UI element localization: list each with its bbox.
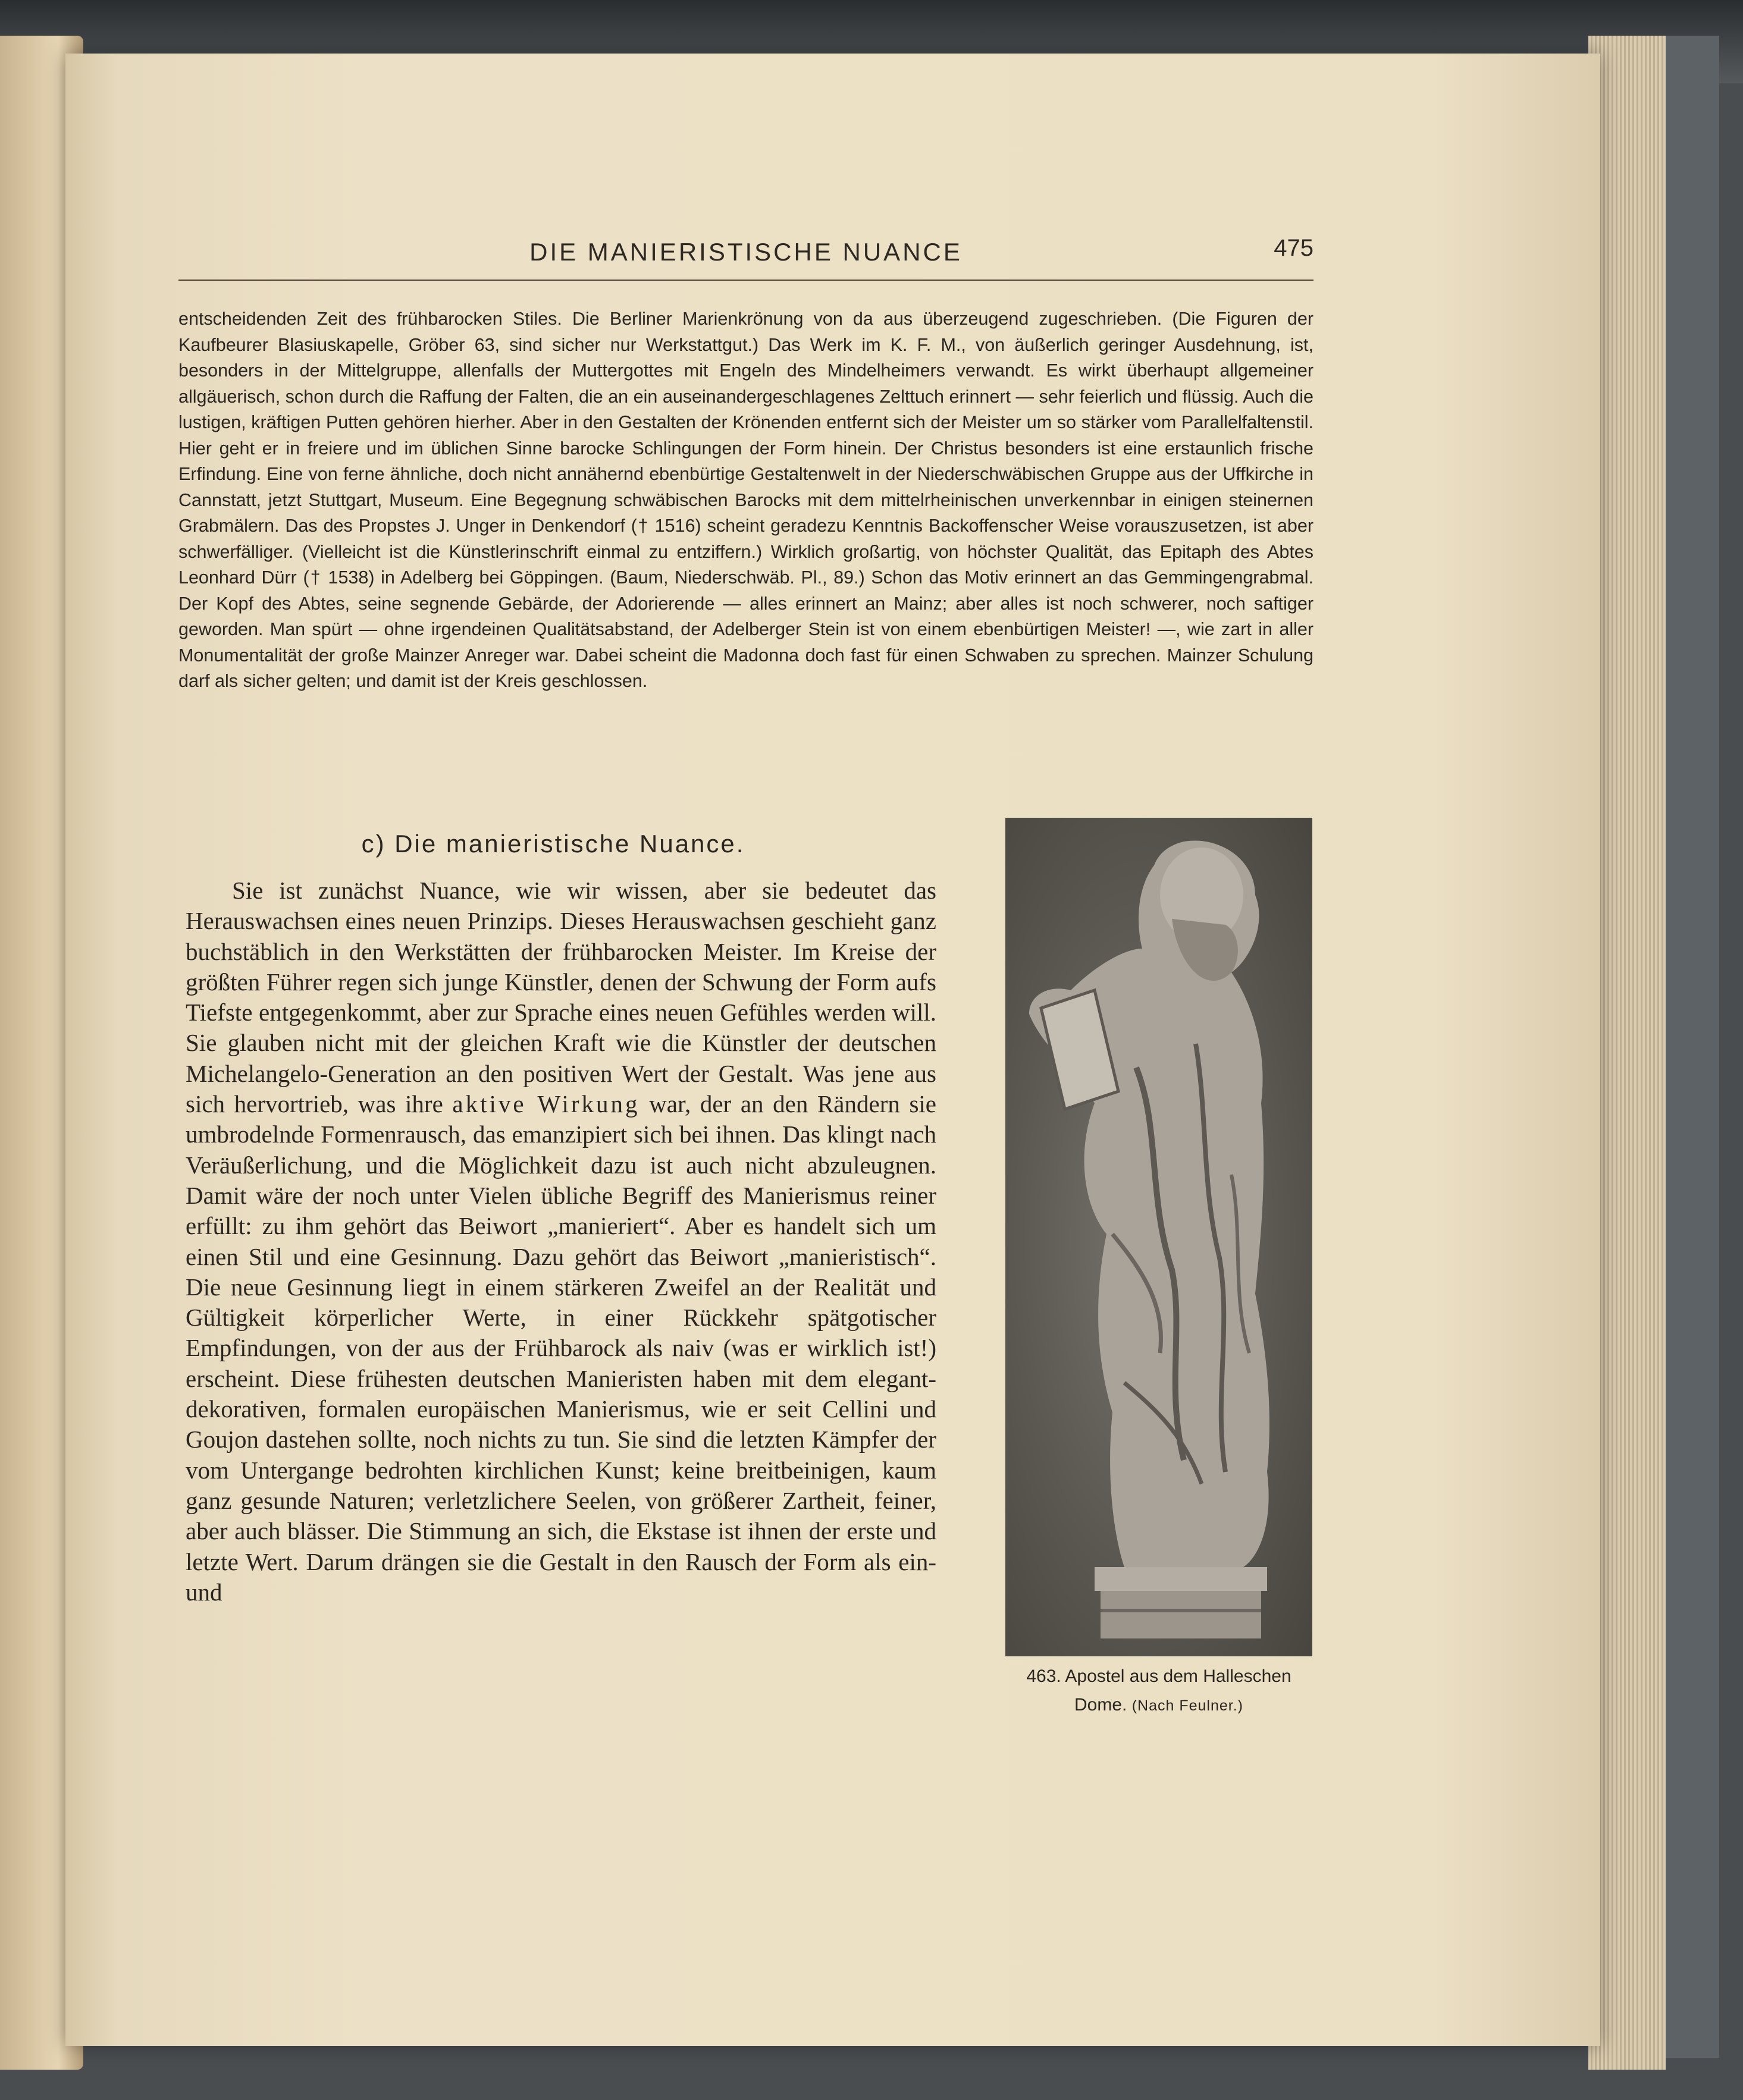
page-number: 475 bbox=[1274, 235, 1313, 261]
caption-source: (Nach Feulner.) bbox=[1131, 1697, 1243, 1714]
figure-caption bbox=[995, 1662, 1323, 1720]
body-text-part-2: war, der an den Rändern sie umbrodelnde Formenrausch, das emanzipiert sich bei ihnen. Das klingt nach Veräußerlichung, und die Möglichkeit dazu ist auch nicht abzuleugnen. Damit wäre der noch unter Vielen übliche Begriff des Manierismus reiner erfüllt: zu ihm gehört das Beiwort „manieriert“. Aber es handelt sich um einen Stil und eine Gesinnung. Dazu gehört das Beiwort „manieristisch“. Die neue Gesinnung liegt in einem stärkeren Zweifel an der Realität und Gültigkeit körperlicher Werte, in einer Rückkehr spätgotischer Empfindungen, von der aus der Frühbarock als naiv (was er wirklich ist!) erscheint. Diese frühesten deutschen Manieristen haben mit dem elegant-dekorativen, formalen europäischen Manierismus, wie er seit Cellini und Goujon dastehen sollte, noch nichts zu tun. Sie sind die letzten Kämpfer der vom Untergange bedrohten kirchlichen Kunst; keine breitbeinigen, kaum ganz gesunde Naturen; verletzlichere Seelen, von größerer Zartheit, feiner, aber auch blässer. Die Stimmung an sich, die Ekstase ist ihnen der erste und letzte Wert. Darum drängen sie die Gestalt in den Rausch der Form als ein- und bbox=[186, 1090, 936, 1606]
body-paragraph bbox=[186, 875, 936, 1608]
body-emphasis: aktive Wirkung bbox=[452, 1090, 640, 1118]
figure-apostle-photo bbox=[1005, 818, 1312, 1656]
caption-line-1: 463. Apostel aus dem Halleschen bbox=[1026, 1666, 1291, 1686]
caption-dome: Dome. bbox=[1074, 1695, 1127, 1715]
apostle-statue-illustration bbox=[1005, 818, 1312, 1656]
running-head-title: DIE MANIERISTISCHE NUANCE bbox=[529, 238, 963, 266]
body-text-part-1: Sie ist zunächst Nuance, wie wir wissen, aber sie bedeutet das Herauswachsen eines neuen Prinzips. Dieses Herauswachsen geschieht ganz buchstäblich in den Werkstätten der frühbarocken Meister. Im Kreise der größten Führer regen sich junge Künstler, denen der Schwung der Form aufs Tiefste entgegenkommt, aber zur Sprache eines neuen Gefühles werden will. Sie glauben nicht mit der gleichen Kraft wie die Künstler der deutschen Michelangelo-Generation an den positiven Wert der Gestalt. Was jene aus sich hervortrieb, was ihre bbox=[186, 877, 936, 1118]
running-head bbox=[178, 178, 1313, 281]
section-heading: c) Die manieristische Nuance. bbox=[361, 830, 745, 858]
caption-line-2 bbox=[995, 1691, 1323, 1720]
small-print-paragraph: entscheidenden Zeit des frühbarocken Stiles. Die Berliner Marienkrönung von da aus überzeugend zugeschrieben. (Die Figuren der Kaufbeurer Blasiuskapelle, Gröber 63, sind sicher nur Werkstattgut.) Das Werk im K. F. M., von äußerlich geringer Ausdehnung, ist, besonders in der Mittelgruppe, allenfalls der Muttergottes mit Engeln des Mindelheimers verwandt. Es wirkt überhaupt allgemeiner allgäuerisch, schon durch die Raffung der Falten, die an ein auseinandergeschlagenes Zelttuch erinnert — sehr feierlich und flüssig. Auch die lustigen, kräftigen Putten gehören hierher. Aber in den Gestalten der Krönenden entfernt sich der Meister um so stärker vom Parallelfaltenstil. Hier geht er in freiere und im üblichen Sinne barocke Schlingungen der Form hinein. Der Christus besonders ist eine erstaunlich frische Erfindung. Eine von ferne ähnliche, doch nicht annähernd ebenbürtige Gestaltenwelt in der Niederschwäbischen Gruppe aus der Uffkirche in Cannstatt, jetzt Stuttgart, Museum. Eine Begegnung schwäbischen Barocks mit dem mittelrheinischen unverkennbar in einigen steinernen Grabmälern. Das des Propstes J. Unger in Denkendorf († 1516) scheint geradezu Kenntnis Backoffenscher Weise vorauszusetzen, ist aber schwerfälliger. (Vielleicht ist die Künstlerinschrift einmal zu entziffern.) Wirklich großartig, von höchster Qualität, das Epitaph des Abtes Leonhard Dürr († 1538) in Adelberg bei Göppingen. (Baum, Niederschwäb. Pl., 89.) Schon das Motiv erinnert an das Gemmingengrabmal. Der Kopf des Abtes, seine segnende Gebärde, der Adorierende — alles erinnert an Mainz; aber alles ist noch schwerer, noch saftiger geworden. Man spürt — ohne irgendeinen Qualitätsabstand, der Adelberger Stein ist von einem ebenbürtigen Meister! —, wie zart in aller Monumentalität der große Mainzer Anreger war. Dabei scheint die Madonna doch fast für einen Schwaben zu sprechen. Mainzer Schulung darf als sicher gelten; und damit ist der Kreis geschlossen. bbox=[178, 309, 1313, 691]
